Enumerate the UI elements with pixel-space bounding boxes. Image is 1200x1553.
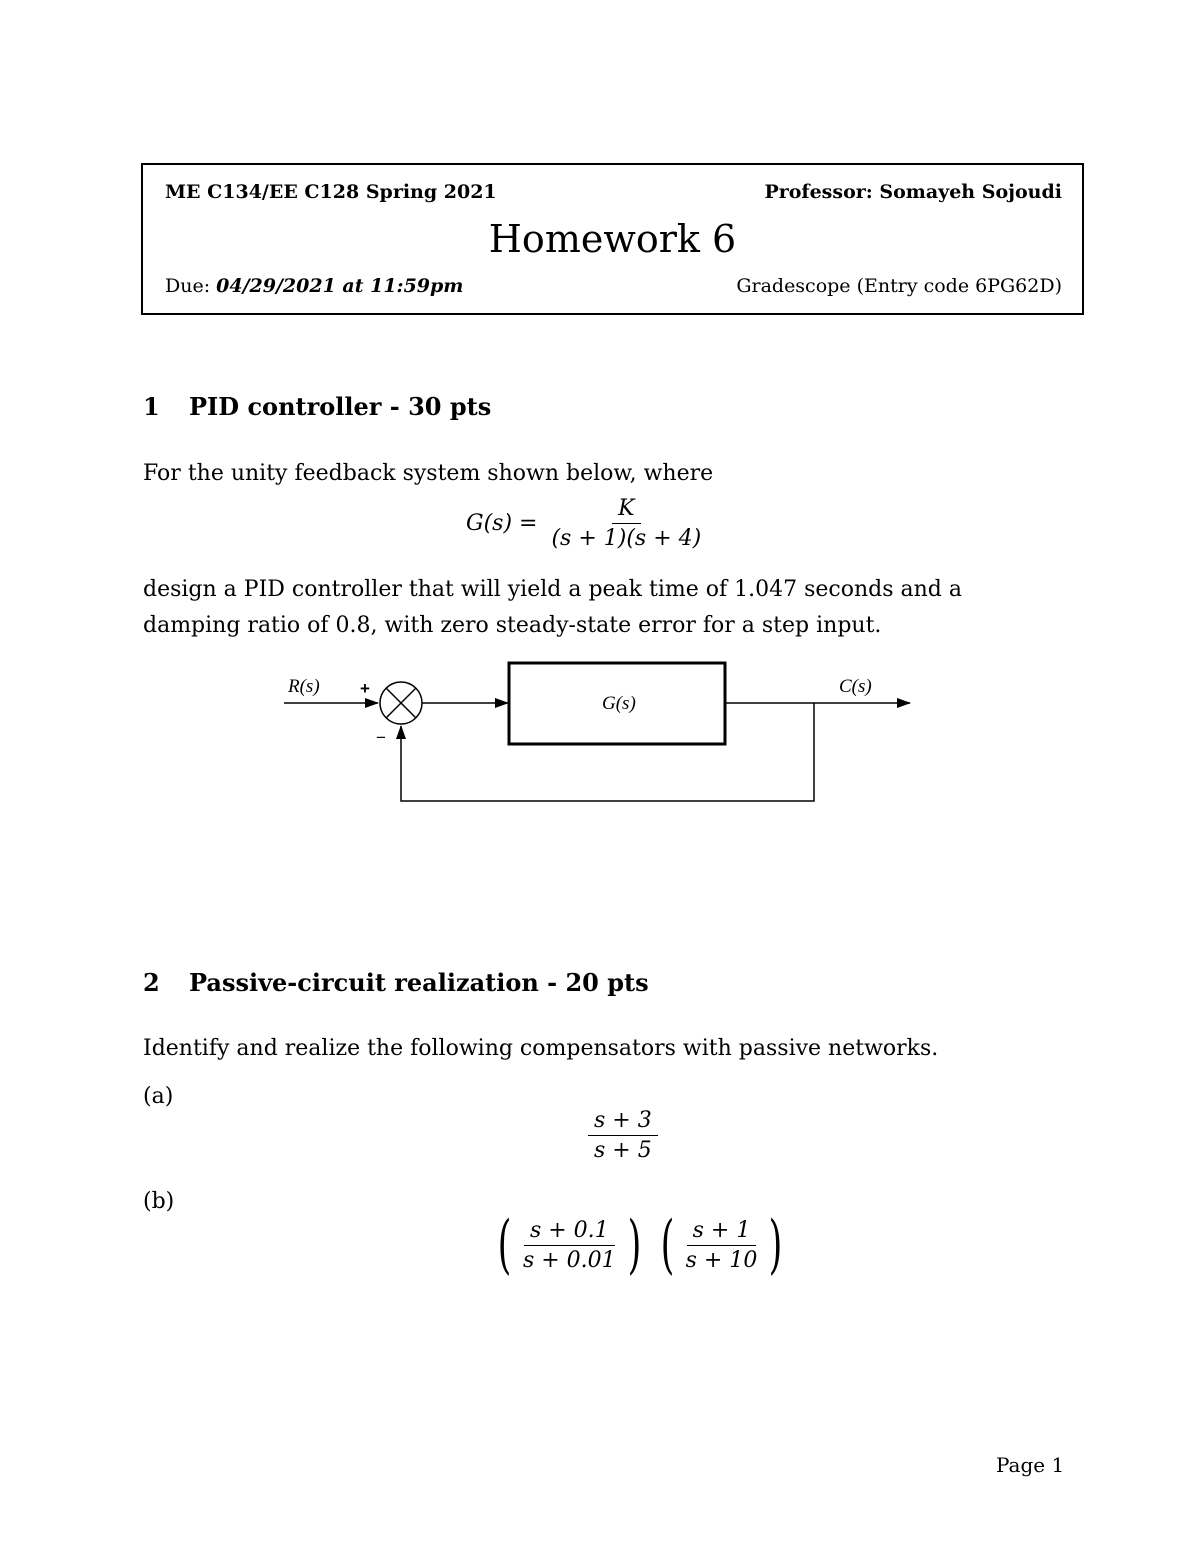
- part-b-term1-numerator: s + 0.1: [524, 1218, 615, 1246]
- header-box: [141, 163, 1084, 315]
- section-1-intro: For the unity feedback system shown below, where: [143, 461, 714, 486]
- section-1-body: design a PID controller that will yield a peak time of 1.047 seconds and a damping ratio of 0.8, with zero steady-state error for a step input.: [143, 577, 962, 638]
- part-a-fraction: [588, 1108, 658, 1163]
- feedback-block-diagram: [280, 655, 920, 815]
- plus-sign: +: [360, 679, 370, 698]
- part-a-equation: [588, 1108, 658, 1163]
- transfer-function-equation: [466, 496, 707, 551]
- section-2-number: 2: [143, 968, 160, 997]
- part-b-term2-denominator: s + 10: [685, 1247, 758, 1273]
- course-name: ME C134/EE C128 Spring 2021: [165, 181, 497, 203]
- block-label: G(s): [602, 693, 636, 714]
- equation-denominator: (s + 1)(s + 4): [551, 526, 702, 551]
- output-label: C(s): [839, 676, 872, 697]
- professor-name: Professor: Somayeh Sojoudi: [764, 181, 1062, 203]
- left-paren-2: (: [660, 1208, 674, 1282]
- due-date: [165, 275, 463, 297]
- page-number: Page 1: [996, 1453, 1065, 1477]
- part-b-fraction-1: [517, 1218, 622, 1273]
- section-1-number: 1: [143, 392, 160, 421]
- part-b-term2-numerator: s + 1: [687, 1218, 757, 1246]
- equation-fraction: [545, 496, 707, 551]
- section-2-heading: [143, 968, 649, 997]
- minus-sign: −: [376, 728, 386, 747]
- input-label: R(s): [288, 676, 320, 697]
- submission-info: Gradescope (Entry code 6PG62D): [736, 275, 1062, 297]
- due-value: 04/29/2021 at 11:59pm: [216, 275, 464, 297]
- part-a-denominator: s + 5: [594, 1138, 652, 1163]
- page-title: Homework 6: [488, 217, 737, 261]
- part-b-term1-denominator: s + 0.01: [522, 1247, 616, 1273]
- right-paren-1: ): [627, 1208, 642, 1282]
- section-2-intro: Identify and realize the following compensators with passive networks.: [143, 1036, 939, 1061]
- right-paren-2: ): [768, 1208, 783, 1282]
- section-2-title: Passive-circuit realization - 20 pts: [189, 968, 649, 997]
- equation-lhs: G(s) =: [466, 511, 538, 536]
- section-1-title: PID controller - 30 pts: [189, 392, 492, 421]
- section-1-heading: [143, 392, 491, 421]
- left-paren-1: (: [497, 1208, 512, 1282]
- part-b-fraction-2: [680, 1218, 764, 1273]
- due-label: Due:: [165, 275, 217, 297]
- part-a-numerator: s + 3: [588, 1108, 658, 1136]
- part-b-equation: [492, 1208, 788, 1282]
- part-b-label: (b): [143, 1189, 175, 1214]
- part-a-label: (a): [143, 1084, 174, 1109]
- summing-junction: [380, 682, 422, 724]
- equation-numerator: K: [612, 496, 640, 524]
